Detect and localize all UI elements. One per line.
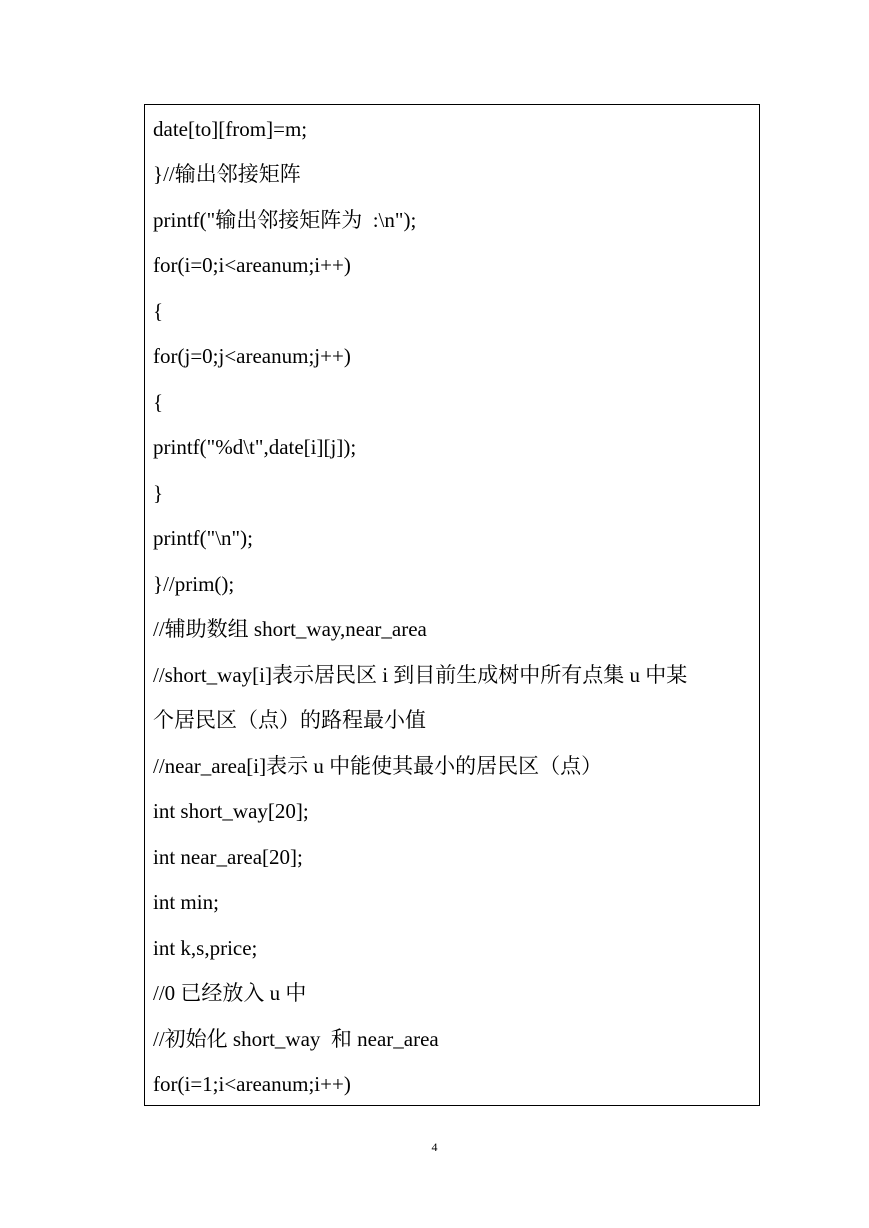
code-line: //初始化 short_way 和 near_area	[153, 1027, 439, 1051]
code-line: for(j=0;j<areanum;j++)	[153, 344, 351, 368]
code-line: //辅助数组 short_way,near_area	[153, 617, 427, 641]
code-line: }	[153, 481, 164, 505]
code-line: //short_way[i]表示居民区 i 到目前生成树中所有点集 u 中某	[153, 663, 688, 687]
code-line: int short_way[20];	[153, 799, 309, 823]
code-line: {	[153, 390, 164, 414]
code-line: printf("%d\t",date[i][j]);	[153, 435, 357, 459]
code-line: //near_area[i]表示 u 中能使其最小的居民区（点）	[153, 754, 603, 778]
code-line: }//prim();	[153, 572, 235, 596]
code-line: date[to][from]=m;	[153, 117, 308, 141]
code-line: 个居民区（点）的路程最小值	[153, 708, 426, 732]
code-line: printf("\n");	[153, 526, 253, 550]
code-line: }//输出邻接矩阵	[153, 162, 301, 186]
code-line: //0 已经放入 u 中	[153, 981, 307, 1005]
code-line: int min;	[153, 890, 219, 914]
code-line: printf("输出邻接矩阵为 :\n");	[153, 208, 417, 232]
code-line: for(i=0;i<areanum;i++)	[153, 253, 351, 277]
page-number: 4	[431, 1140, 438, 1154]
code-listing-box	[144, 104, 760, 1106]
code-line: {	[153, 299, 164, 323]
code-line: for(i=1;i<areanum;i++)	[153, 1072, 351, 1096]
code-line: int near_area[20];	[153, 845, 303, 869]
code-line: int k,s,price;	[153, 936, 258, 960]
